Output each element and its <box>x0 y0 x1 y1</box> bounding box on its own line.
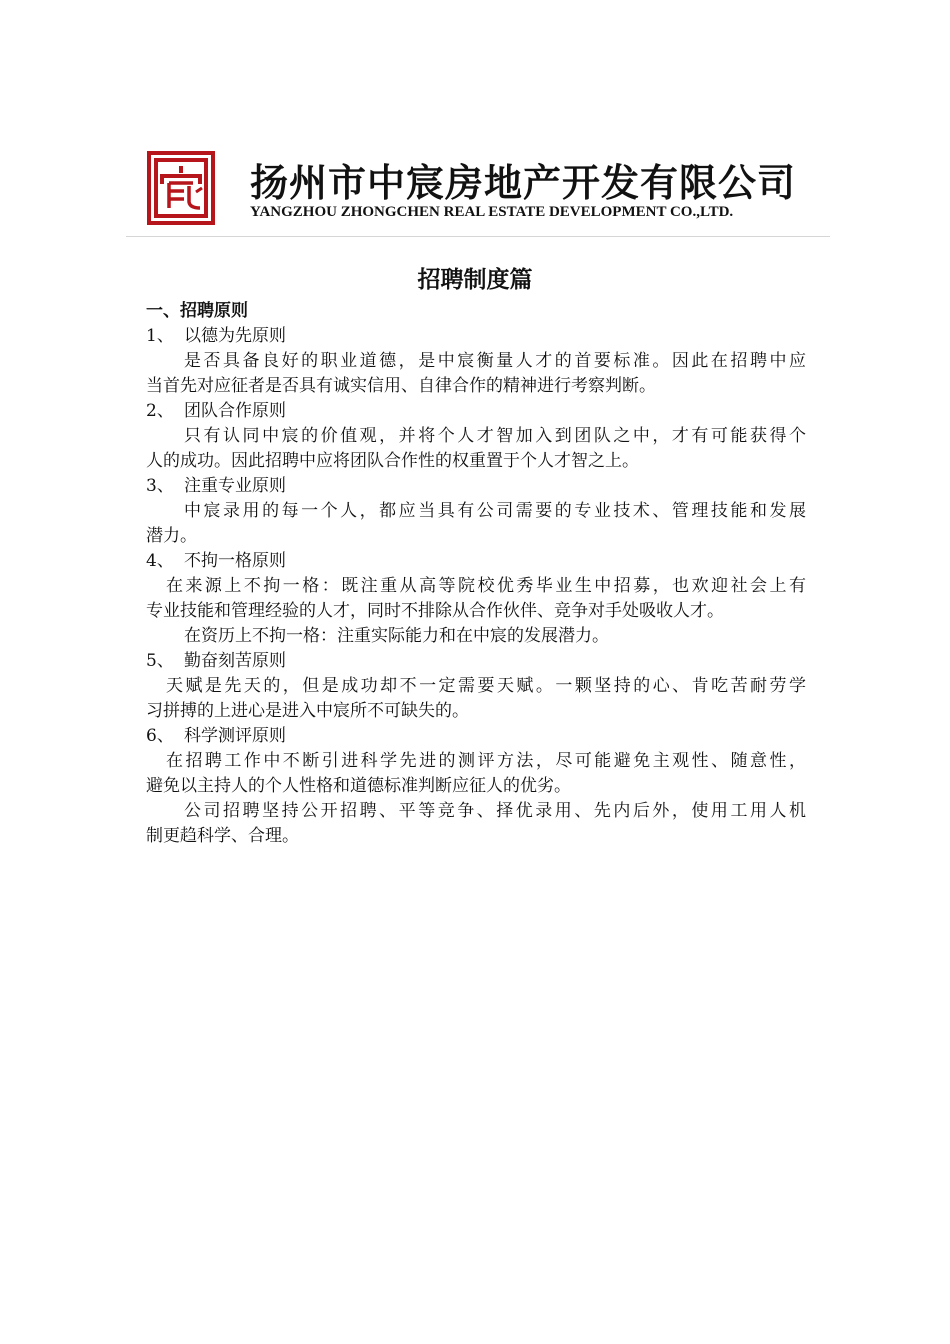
principle-heading-6 <box>146 724 806 749</box>
principle-heading-4 <box>146 549 806 574</box>
paragraph-line: 在来源上不拘一格：既注重从高等院校优秀毕业生中招募，也欢迎社会上有 <box>166 576 806 596</box>
principle-number: 1、 <box>146 326 174 346</box>
header-divider <box>126 236 830 237</box>
principle-number: 2、 <box>146 401 174 421</box>
company-name-cn: 扬州市中宸房地产开发有限公司 <box>250 161 797 205</box>
principle-number: 3、 <box>146 476 174 496</box>
principle-name: 勤奋刻苦原则 <box>184 651 286 671</box>
paragraph-line: 人的成功。因此招聘中应将团队合作性的权重置于个人才智之上。 <box>146 451 639 471</box>
principle-number: 4、 <box>146 551 174 571</box>
paragraph-line: 在招聘工作中不断引进科学先进的测评方法，尽可能避免主观性、随意性， <box>166 751 806 771</box>
paragraph-line: 天赋是先天的，但是成功却不一定需要天赋。一颗坚持的心、肯吃苦耐劳学 <box>166 676 806 696</box>
document-title: 招聘制度篇 <box>417 267 533 293</box>
principle-name: 不拘一格原则 <box>184 551 286 571</box>
principle-heading-5 <box>146 649 806 674</box>
paragraph-line: 当首先对应征者是否具有诚实信用、自律合作的精神进行考察判断。 <box>146 376 656 396</box>
letterhead <box>0 0 950 240</box>
paragraph-line: 是否具备良好的职业道德，是中宸衡量人才的首要标准。因此在招聘中应 <box>184 351 806 371</box>
section-heading: 一、招聘原则 <box>146 301 248 321</box>
paragraph-line: 中宸录用的每一个人，都应当具有公司需要的专业技术、管理技能和发展 <box>184 501 806 521</box>
principle-heading-3 <box>146 474 806 499</box>
paragraph-line: 在资历上不拘一格：注重实际能力和在中宸的发展潜力。 <box>184 626 609 646</box>
paragraph-line: 制更趋科学、合理。 <box>146 826 299 846</box>
principle-name: 注重专业原则 <box>184 476 286 496</box>
principle-heading-2 <box>146 399 806 424</box>
principle-name: 团队合作原则 <box>184 401 286 421</box>
principle-name: 科学测评原则 <box>184 726 286 746</box>
principle-number: 6、 <box>146 726 174 746</box>
principle-name: 以德为先原则 <box>184 326 286 346</box>
paragraph-line: 只有认同中宸的价值观，并将个人才智加入到团队之中，才有可能获得个 <box>184 426 806 446</box>
principle-number: 5、 <box>146 651 174 671</box>
document-body <box>146 299 806 849</box>
paragraph-line: 公司招聘坚持公开招聘、平等竞争、择优录用、先内后外，使用工用人机 <box>184 801 806 821</box>
company-name-en: YANGZHOU ZHONGCHEN REAL ESTATE DEVELOPMENT CO.,LTD. <box>250 204 734 220</box>
principle-heading-1 <box>146 324 806 349</box>
paragraph-line: 潜力。 <box>146 526 197 546</box>
company-logo <box>146 150 216 226</box>
paragraph-line: 避免以主持人的个人性格和道德标准判断应征人的优劣。 <box>146 776 571 796</box>
paragraph-line: 专业技能和管理经验的人才，同时不排除从合作伙伴、竞争对手处吸收人才。 <box>146 601 724 621</box>
paragraph-line: 习拼搏的上进心是进入中宸所不可缺失的。 <box>146 701 469 721</box>
